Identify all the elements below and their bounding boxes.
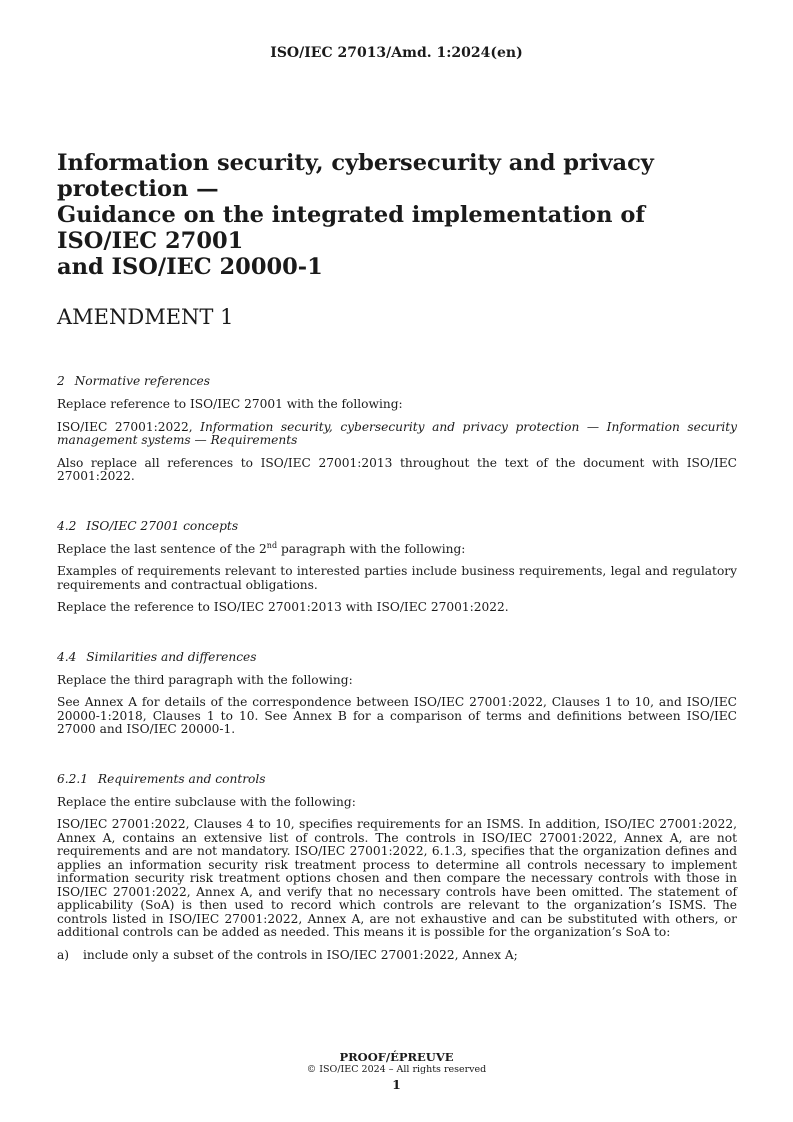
paragraph: Replace the reference to ISO/IEC 27001:2013 with ISO/IEC 27001:2022. [57, 600, 509, 614]
reference-title: Information security, cybersecurity and privacy protection — Information security management systems — Requirements [57, 419, 738, 447]
title-line-1: Information security, cybersecurity and privacy protection — [57, 150, 654, 202]
paragraph: See Annex A for details of the correspondence between ISO/IEC 27001:2022, Clauses 1 to 10, and ISO/IEC 20000-1:2018, Clauses 1 to 10. See Annex B for a comparison of terms and definitions between ISO/IEC 27000 and ISO/IEC 20000-1. [57, 695, 737, 736]
section-requirements-and-controls [57, 772, 737, 963]
section-number: 2 [57, 374, 65, 388]
document-body [57, 150, 737, 962]
paragraph: Replace the entire subclause with the following: [57, 794, 356, 809]
amendment-label: AMENDMENT 1 [57, 305, 234, 329]
paragraph: Replace the last sentence of the 2nd paragraph with the following: [57, 540, 466, 556]
paragraph: ISO/IEC 27001:2022, Clauses 4 to 10, specifies requirements for an ISMS. In addition, ISO/IEC 27001:2022, Annex A, contains an extensive list of controls. The controls in ISO/IEC 27001:2022, Annex A, are not requirements and are not mandatory. ISO/IEC 27001:2022, 6.1.3, specifies that the organization defines and applies an information security risk treatment process to determine all controls necessary to implement information security risk treatment options chosen and then compare the necessary controls with those in ISO/IEC 27001:2022, Annex A, and verify that no necessary controls have been omitted. The statement of applicability (SoA) is then used to record which controls are relevant to the organization’s ISMS. The controls listed in ISO/IEC 27001:2022, Annex A, are not exhaustive and can be substituted with others, or additional controls can be added as needed. This means it is possible for the organization’s SoA to: [57, 817, 737, 939]
section-iso-27001-concepts [57, 519, 737, 615]
section-title: ISO/IEC 27001 concepts [86, 518, 239, 533]
section-number: 4.2 [57, 518, 77, 533]
title-line-2: Guidance on the integrated implementation of ISO/IEC 27001 [57, 202, 646, 254]
title-line-3: and ISO/IEC 20000-1 [57, 254, 323, 280]
paragraph: Replace the third paragraph with the following: [57, 672, 353, 687]
section-heading [57, 519, 737, 534]
paragraph: Also replace all references to ISO/IEC 27001:2013 throughout the text of the document with ISO/IEC 27001:2022. [57, 455, 737, 483]
proof-label: PROOF/ÉPREUVE [339, 1050, 454, 1064]
page-number: 1 [392, 1077, 401, 1092]
section-heading [57, 772, 737, 787]
section-title: Similarities and differences [86, 649, 257, 664]
list-item [57, 949, 737, 963]
reference-code: ISO/IEC 27001:2022, [57, 419, 201, 434]
document-title [57, 150, 737, 280]
reference-entry [57, 421, 737, 448]
section-title: Requirements and controls [97, 771, 266, 786]
page-footer [0, 1051, 793, 1094]
section-heading [57, 374, 737, 389]
copyright-notice: © ISO/IEC 2024 – All rights reserved [306, 1064, 487, 1075]
document-identifier: ISO/IEC 27013/Amd. 1:2024(en) [270, 45, 523, 61]
paragraph: Examples of requirements relevant to interested parties include business requirements, legal and regulatory requirements and contractual obligations. [57, 564, 737, 592]
section-similarities-and-differences [57, 650, 737, 737]
list-item-label: a) [57, 947, 70, 962]
section-title: Normative references [74, 374, 211, 388]
section-number: 4.4 [57, 649, 77, 664]
section-heading [57, 650, 737, 665]
section-number: 6.2.1 [57, 771, 89, 786]
section-normative-references [57, 374, 737, 484]
list-item-text: include only a subset of the controls in ISO/IEC 27001:2022, Annex A; [83, 947, 518, 962]
paragraph: Replace reference to ISO/IEC 27001 with the following: [57, 397, 403, 411]
